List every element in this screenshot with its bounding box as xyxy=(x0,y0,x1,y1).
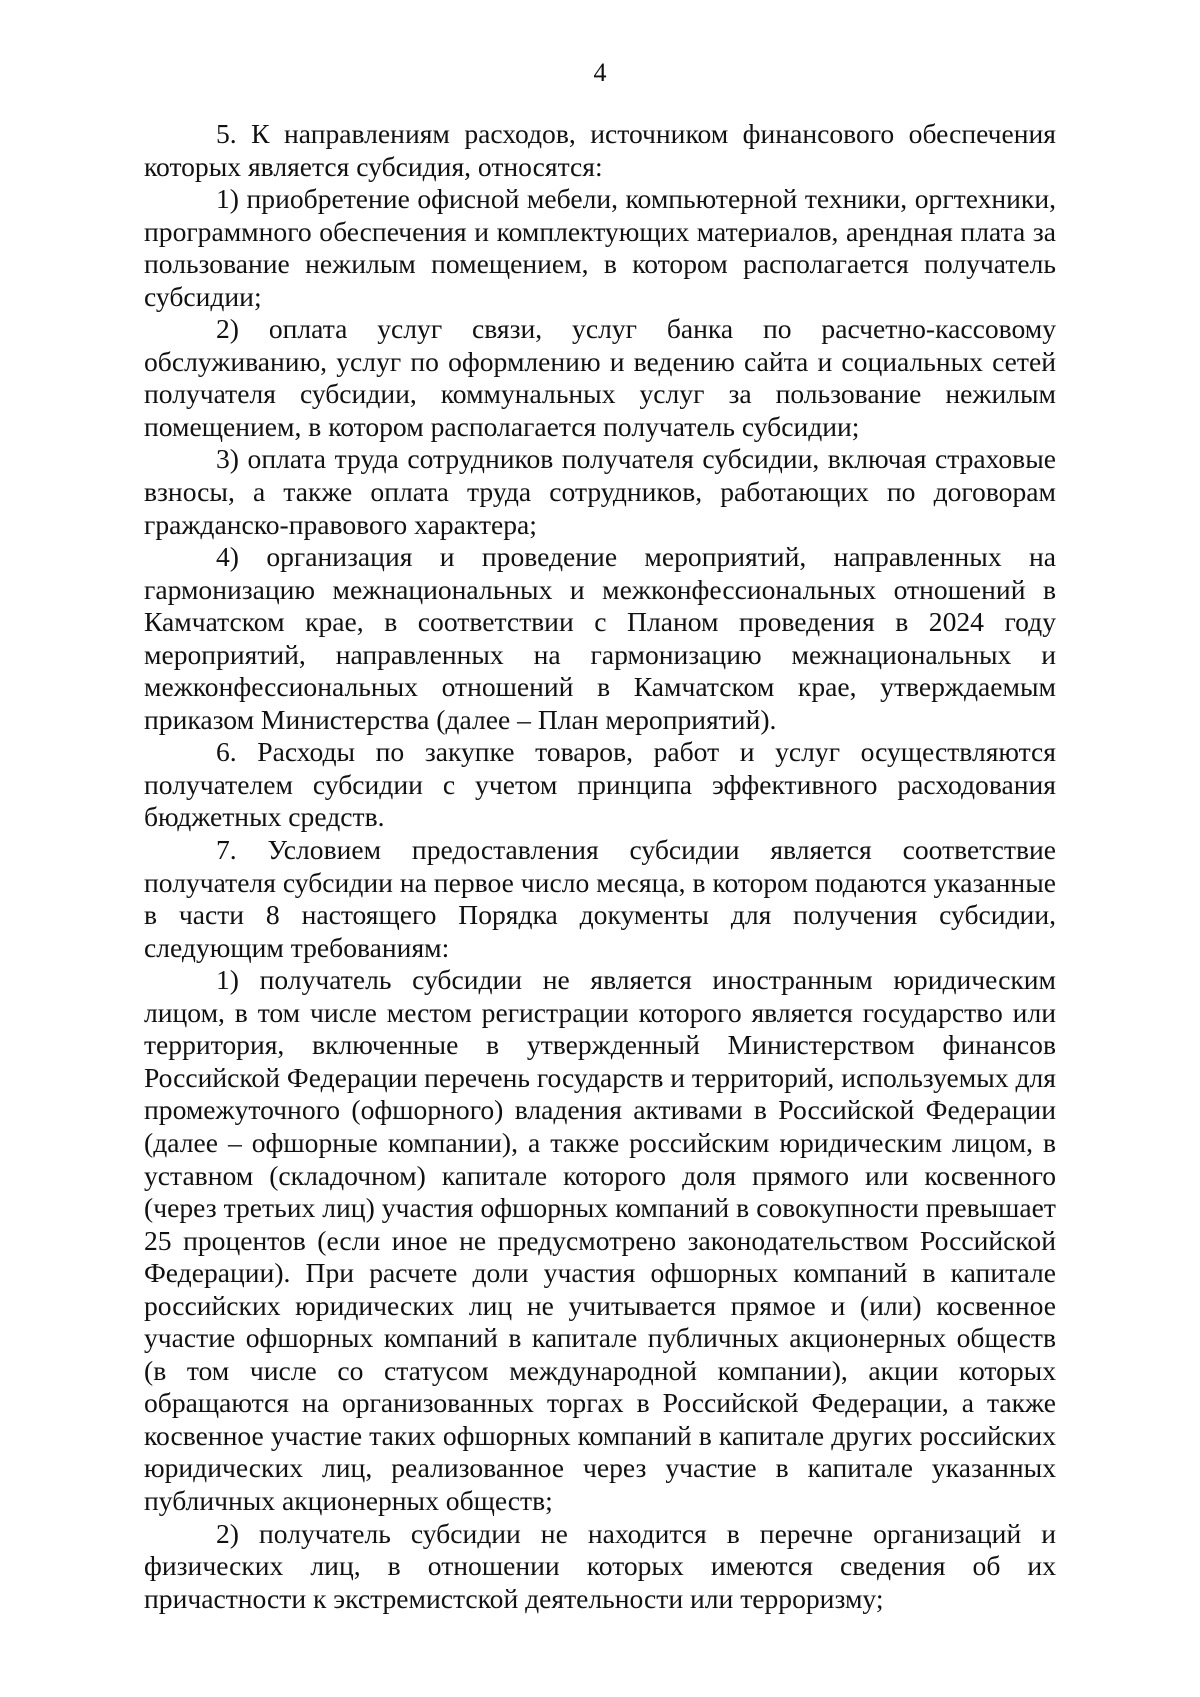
paragraph-5: 5. К направлениям расходов, источником финансового обеспечения которых является субсидия, относятся: xyxy=(144,118,1056,182)
document-body xyxy=(144,118,1056,1615)
paragraph-7: 7. Условием предоставления субсидии является соответствие получателя субсидии на первое число месяца, в котором подаются указанные в части 8 настоящего Порядка документы для получения субсидии, следующим требованиям: xyxy=(144,834,1056,963)
paragraph-5-item-1: 1) приобретение офисной мебели, компьютерной техники, оргтехники, программного обеспечения и комплектующих материалов, арендная плата за пользование нежилым помещением, в котором располагается получатель субсидии; xyxy=(144,183,1056,312)
paragraph-7-item-1: 1) получатель субсидии не является иностранным юридическим лицом, в том числе местом регистрации которого является государство или территория, включенные в утвержденный Министерством финансов Российской Федерации перечень государств и территорий, используемых для промежуточного (офшорного) владения активами в Российской Федерации (далее – офшорные компании), а также российским юридическим лицом, в уставном (складочном) капитале которого доля прямого или косвенного (через третьих лиц) участия офшорных компаний в совокупности превышает 25 процентов (если иное не предусмотрено законодательством Российской Федерации). При расчете доли участия офшорных компаний в капитале российских юридических лиц не учитывается прямое и (или) косвенное участие офшорных компаний в капитале публичных акционерных обществ (в том числе со статусом международной компании), акции которых обращаются на организованных торгах в Российской Федерации, а также косвенное участие таких офшорных компаний в капитале других российских юридических лиц, реализованное через участие в капитале указанных публичных акционерных обществ; xyxy=(144,964,1056,1516)
paragraph-5-item-3: 3) оплата труда сотрудников получателя субсидии, включая страховые взносы, а также оплата труда сотрудников, работающих по договорам гражданско-правового характера; xyxy=(144,443,1056,540)
page-number: 4 xyxy=(593,58,607,87)
paragraph-7-item-2: 2) получатель субсидии не находится в перечне организаций и физических лиц, в отношении которых имеются сведения об их причастности к экстремистской деятельности или терроризму; xyxy=(144,1517,1056,1614)
paragraph-5-item-2: 2) оплата услуг связи, услуг банка по расчетно-кассовому обслуживанию, услуг по оформлению и ведению сайта и социальных сетей получателя субсидии, коммунальных услуг за пользование нежилым помещением, в котором располагается получатель субсидии; xyxy=(144,313,1056,442)
paragraph-5-item-4: 4) организация и проведение мероприятий, направленных на гармонизацию межнациональных и межконфессиональных отношений в Камчатском крае, в соответствии с Планом проведения в 2024 году мероприятий, направленных на гармонизацию межнациональных и межконфессиональных отношений в Камчатском крае, утверждаемым приказом Министерства (далее – План мероприятий). xyxy=(144,541,1056,735)
paragraph-6: 6. Расходы по закупке товаров, работ и услуг осуществляются получателем субсидии с учетом принципа эффективного расходования бюджетных средств. xyxy=(144,736,1056,833)
